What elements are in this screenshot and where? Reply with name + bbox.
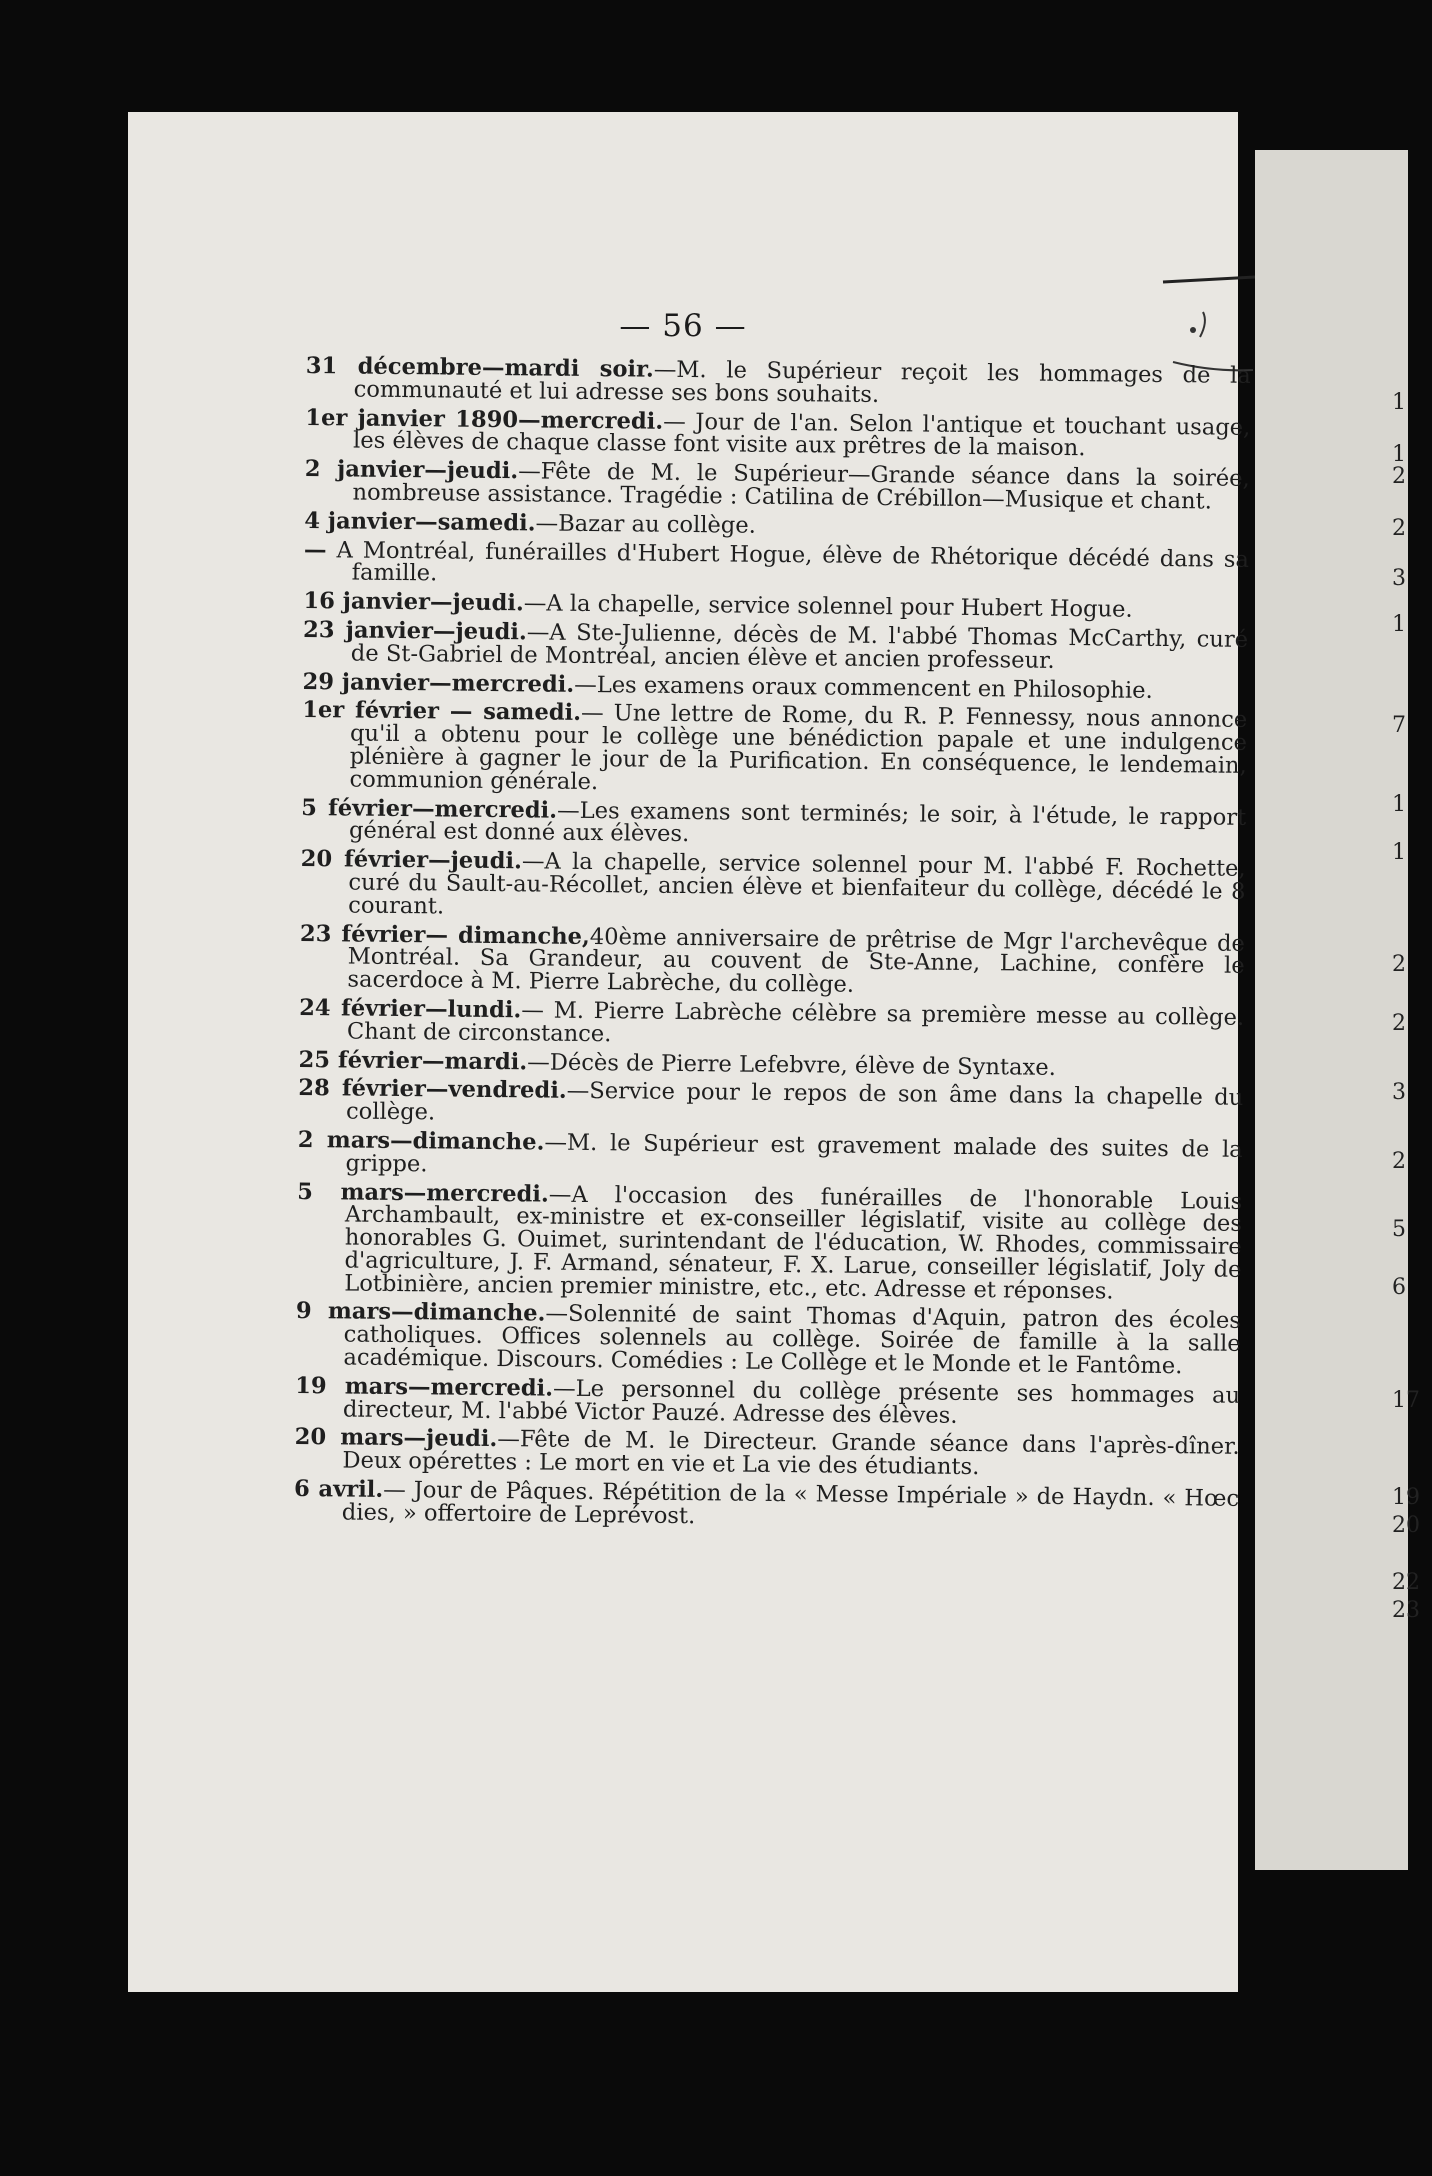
adjacent-page: [1255, 150, 1408, 1870]
margin-number: 1: [1392, 612, 1406, 637]
entry-date: 1er février — samedi.: [302, 697, 582, 727]
entry-text: A Montréal, funérailles d'Hubert Hogue, élève de Rhétorique décédé dans sa famille.: [326, 536, 1250, 587]
entry-date: 24 février—lundi.: [299, 994, 522, 1024]
margin-number: 3: [1392, 1080, 1406, 1105]
margin-number: 22: [1392, 1570, 1420, 1595]
entry-text: —A la chapelle, service solennel pour M. l'abbé F. Rochette, curé du Sault-au-Récollet, ancien élève et bienfaiteur du collège, décédé le 8 courant.: [348, 848, 1246, 920]
entry-text: 40ème anniversaire de prêtrise de Mgr l'archevêque de Montréal. Sa Grandeur, au couvent de Ste-Anne, Lachine, confère le sacerdoce à M. Pierre Labrèche, du collège.: [347, 923, 1246, 998]
entry-text: —Fête de M. le Directeur. Grande séance dans l'après-dîner. Deux opérettes : Le mort en vie et La vie des étudiants.: [342, 1426, 1240, 1481]
entry-text: —M. le Supérieur est gravement malade des suites de la grippe.: [345, 1129, 1243, 1178]
entry-date: 6 avril.: [293, 1476, 384, 1503]
chronicle-entry: [299, 920, 1246, 1001]
chronicle-entry: [303, 536, 1250, 594]
margin-number: 7: [1392, 713, 1406, 738]
entry-text: —Les examens sont terminés; le soir, à l'étude, le rapport général est donné aux élèves.: [348, 797, 1247, 848]
entry-text: —Solennité de saint Thomas d'Aquin, patron des écoles catholiques. Offices solennels au collège. Soirée de famille à la salle académique. Discours. Comédies : Le Collège et le Monde et le Fantôme.: [343, 1301, 1242, 1380]
entry-date: 5 février—mercredi.: [301, 794, 558, 824]
entry-date: 31 décembre—mardi soir.: [305, 353, 654, 383]
chronicle-entry: [294, 1478, 1239, 1533]
entry-text: —Décès de Pierre Lefebvre, élève de Syntaxe.: [527, 1048, 1056, 1081]
margin-number: 17: [1392, 1388, 1420, 1413]
chronicle-entry: [301, 699, 1247, 800]
entry-text: —Service pour le repos de son âme dans la chapelle du collège.: [345, 1078, 1244, 1126]
chronicle-entry: [294, 1426, 1239, 1481]
entry-text: —Les examens oraux commencent en Philosophie.: [574, 671, 1153, 704]
entry-date: 9 mars—dimanche.: [295, 1298, 546, 1328]
margin-number: 19: [1392, 1485, 1420, 1510]
chronicle-entry: [296, 1180, 1242, 1304]
entry-text: —A Ste-Julienne, décès de M. l'abbé Thomas McCarthy, curé de St-Gabriel de Montréal, ancien élève et ancien professeur.: [350, 619, 1249, 674]
margin-number: 2: [1392, 952, 1406, 977]
chronicle-entry: [295, 1300, 1241, 1378]
entry-date: 2 mars—dimanche.: [297, 1126, 545, 1156]
margin-number: 6: [1392, 1275, 1406, 1300]
entry-text: — Une lettre de Rome, du R. P. Fennessy, nous annonce qu'il a obtenu pour le collège une bénédiction papale et une indulgence plénière à gagner le jour de la Purification. En conséquence, le lendemain, communion générale.: [349, 700, 1248, 795]
chronicle-entry: [300, 848, 1246, 926]
entry-date: 28 février—vendredi.: [298, 1075, 567, 1105]
chronicle-entry: [295, 1372, 1241, 1430]
margin-number: 1: [1392, 840, 1406, 865]
chronicle-entry: [297, 1126, 1243, 1184]
entry-date: 16 janvier—jeudi.: [303, 588, 524, 617]
book-page: [128, 112, 1251, 1992]
chronicle-entry: [304, 458, 1249, 513]
entry-date: 4 janvier—samedi.: [304, 507, 536, 537]
entry-text: —A la chapelle, service solennel pour Hubert Hogue.: [523, 590, 1133, 623]
margin-number: 2: [1392, 1011, 1406, 1036]
entry-date: 20 février—jeudi.: [300, 846, 523, 875]
entry-date: 23 janvier—jeudi.: [302, 616, 527, 646]
entry-date: 29 janvier—mercredi.: [302, 668, 575, 698]
entry-text: —Fête de M. le Supérieur—Grande séance dans la soirée, nombreuse assistance. Tragédie : Catilina de Crébillon—Musique et chant.: [352, 458, 1250, 515]
entry-date: 1er janvier 1890—mercredi.: [305, 404, 664, 435]
margin-number: 1: [1392, 792, 1406, 817]
chronicle-entry: [302, 616, 1249, 674]
page-number: — 56 —: [619, 308, 747, 344]
entry-date: 19 mars—mercredi.: [295, 1372, 554, 1402]
chronicle-entries: [294, 355, 1251, 1539]
entry-date: 2 janvier—jeudi.: [304, 456, 519, 485]
entry-text: — Jour de l'an. Selon l'antique et touchant usage, les élèves de chaque classe font visite aux prêtres de la maison.: [352, 408, 1251, 462]
chronicle-entry: [306, 355, 1251, 410]
entry-text: —M. le Supérieur reçoit les hommages de la communauté et lui adresse ses bons souhaits.: [353, 356, 1251, 408]
margin-number: 1: [1392, 442, 1406, 467]
entry-text: —A l'occasion des funérailles de l'honorable Louis Archambault, ex-ministre et ex-conseiller législatif, visite au collège des honorables G. Ouimet, surintendant de l'éducation, W. Rhodes, commissaire d'agriculture, J. F. Armand, sénateur, F. X. Larue, conseiller législatif, Joly de Lotbinière, ancien premier ministre, etc., etc. Adresse et réponses.: [344, 1181, 1243, 1305]
entry-date: —: [303, 536, 327, 563]
entry-text: —Bazar au collège.: [535, 510, 757, 539]
chronicle-entry: [301, 794, 1247, 852]
margin-number: 2: [1392, 516, 1406, 541]
margin-number: 3: [1392, 566, 1406, 591]
entry-text: —Le personnel du collège présente ses hommages au directeur, M. l'abbé Victor Pauzé. Adresse des élèves.: [342, 1375, 1241, 1429]
entry-date: 5 mars—mercredi.: [297, 1178, 549, 1208]
entry-date: 20 mars—jeudi.: [294, 1424, 498, 1453]
chronicle-entry: [298, 1077, 1243, 1132]
entry-date: 23 février— dimanche,: [299, 920, 590, 950]
chronicle-entry: [299, 994, 1245, 1052]
margin-number: 2: [1392, 1149, 1406, 1174]
entry-text: — M. Pierre Labrèche célèbre sa première messe au collège. Chant de circonstance.: [346, 997, 1245, 1047]
margin-number: 1: [1392, 390, 1406, 415]
margin-number: 5: [1392, 1217, 1406, 1242]
entry-text: — Jour de Pâques. Répétition de la « Messe Impériale » de Haydn. « Hœc dies, » offertoire de Leprévost.: [341, 1476, 1240, 1529]
margin-number: 2: [1392, 464, 1406, 489]
chronicle-entry: [305, 404, 1251, 462]
margin-number: 23: [1392, 1598, 1420, 1623]
entry-date: 25 février—mardi.: [298, 1046, 528, 1075]
margin-number: 20: [1392, 1513, 1420, 1538]
